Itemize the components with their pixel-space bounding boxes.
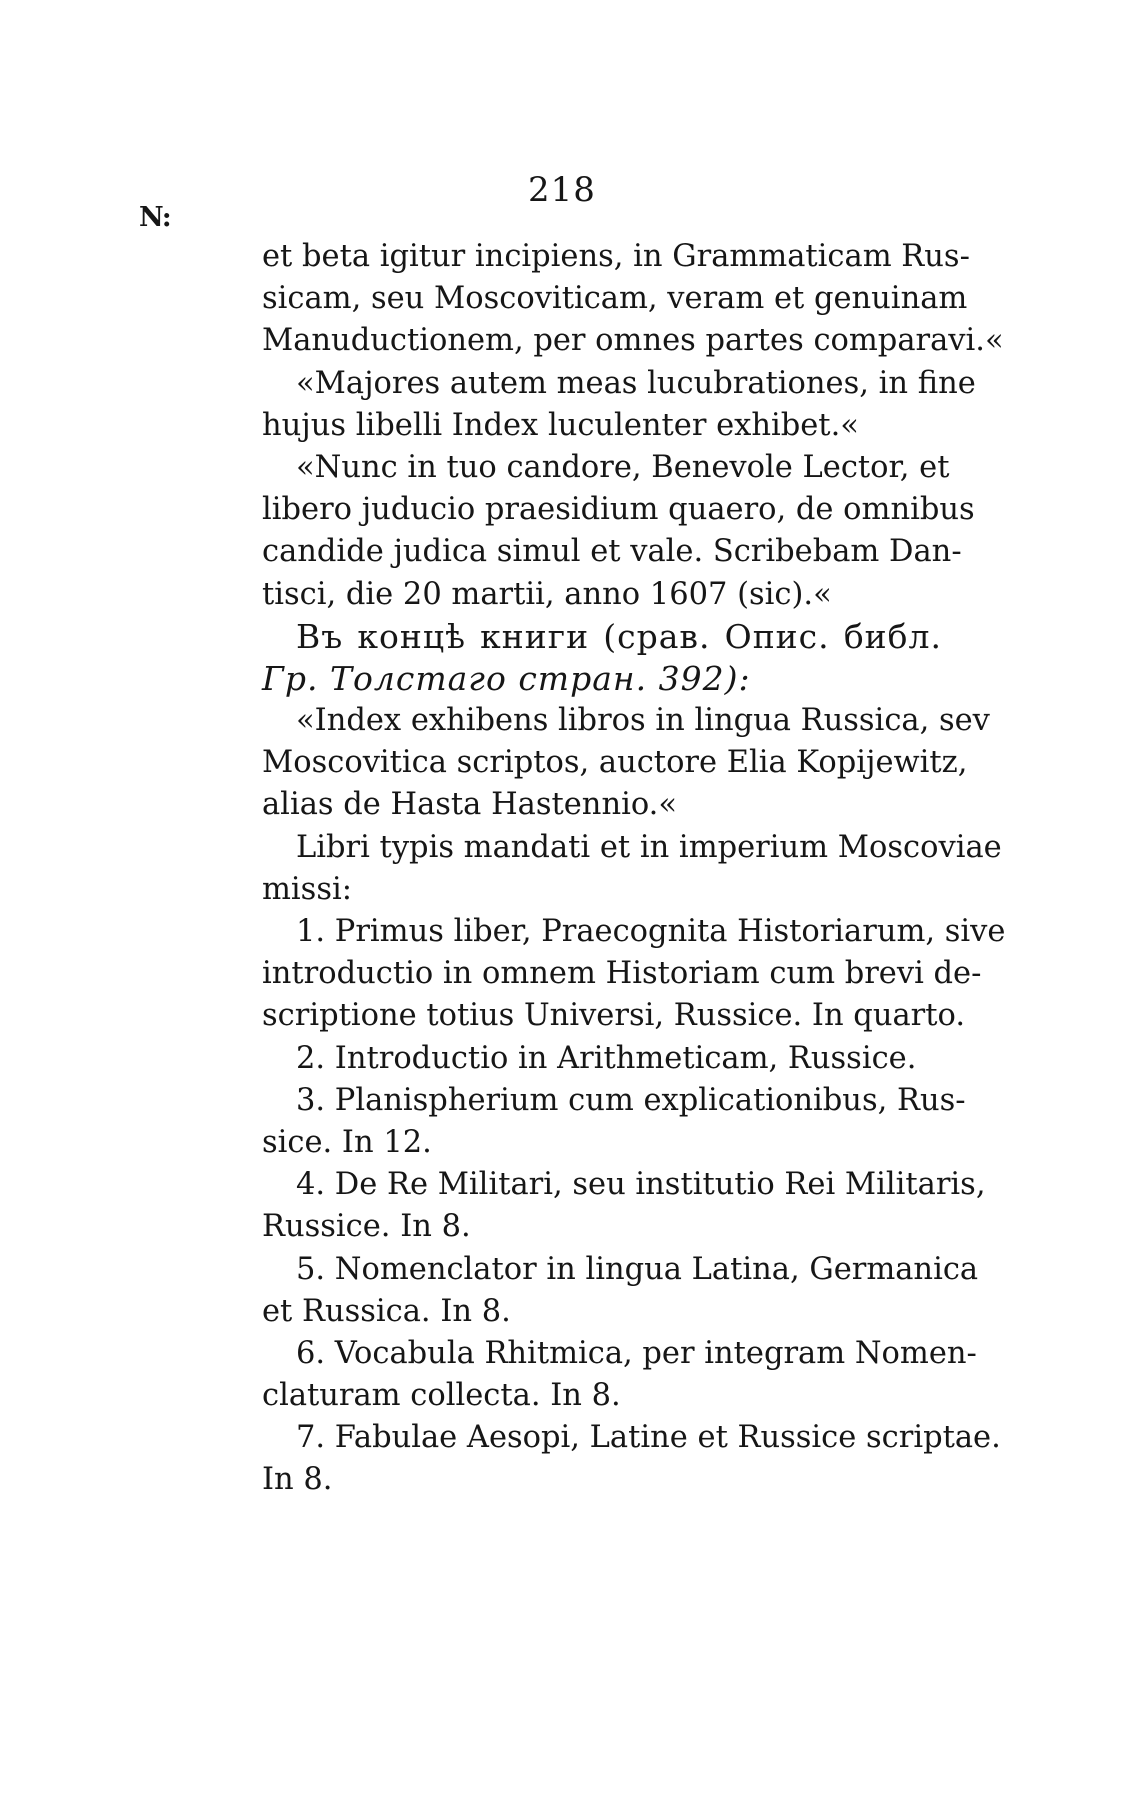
list-item-line: sice. In 12. xyxy=(262,1124,432,1160)
text-line: sicam, seu Moscoviticam, veram et genuinam xyxy=(262,281,968,317)
text-line: et beta igitur incipiens, in Grammaticam Rus- xyxy=(262,239,970,274)
text-line: libero juducio praesidium quaero, de omnibus xyxy=(262,492,975,528)
list-item-line: 2. Introductio in Arithmeticam, Russice. xyxy=(296,1040,917,1076)
list-item-line: scriptione totius Universi, Russice. In quarto. xyxy=(262,998,966,1034)
text-line: Manuductionem, per omnes partes comparavi.« xyxy=(262,323,1004,359)
list-item-line: Russice. In 8. xyxy=(262,1209,471,1245)
page-number: 218 xyxy=(528,170,596,210)
text-line: «Index exhibens libros in lingua Russica, sev xyxy=(296,703,990,739)
text-line: missi: xyxy=(262,871,353,907)
text-line: Moscovitica scriptos, auctore Elia Kopijewitz, xyxy=(262,745,968,781)
text-line: tisci, die 20 martii, anno 1607 (sic).« xyxy=(262,576,832,612)
text-line: «Majores autem meas lucubrationes, in fine xyxy=(296,365,976,401)
body-text xyxy=(262,236,1006,1502)
list-item-line: 7. Fabulae Aesopi, Latine et Russice scriptae. xyxy=(296,1420,1001,1456)
list-item-line: 4. De Re Militari, seu institutio Rei Militaris, xyxy=(296,1167,986,1203)
list-item-line: 3. Planispherium cum explicationibus, Rus- xyxy=(296,1082,966,1118)
list-item-line: 1. Primus liber, Praecognita Historiarum, sive xyxy=(296,914,1006,949)
list-item-line: 6. Vocabula Rhitmica, per integram Nomen- xyxy=(296,1335,977,1371)
list-item-line: et Russica. In 8. xyxy=(262,1293,511,1329)
russian-line: Въ концѣ книги (срав. Опис. библ. xyxy=(296,616,942,656)
text-line: «Nunc in tuo candore, Benevole Lector, et xyxy=(296,449,950,485)
list-item-line: In 8. xyxy=(262,1462,333,1498)
signature-mark: N: xyxy=(139,202,171,233)
list-item-line: 5. Nomenclator in lingua Latina, Germanica xyxy=(296,1251,979,1287)
text-line: Libri typis mandati et in imperium Moscoviae xyxy=(296,829,1002,865)
text-line: hujus libelli Index luculenter exhibet.« xyxy=(262,407,859,443)
text-line: candide judica simul et vale. Scribebam Dan- xyxy=(262,534,962,570)
text-line: alias de Hasta Hastennio.« xyxy=(262,787,678,823)
russian-line: Гр. Толстаго стран. 392): xyxy=(262,658,751,698)
list-item-line: claturam collecta. In 8. xyxy=(262,1378,621,1414)
list-item-line: introductio in omnem Historiam cum brevi de- xyxy=(262,956,982,992)
